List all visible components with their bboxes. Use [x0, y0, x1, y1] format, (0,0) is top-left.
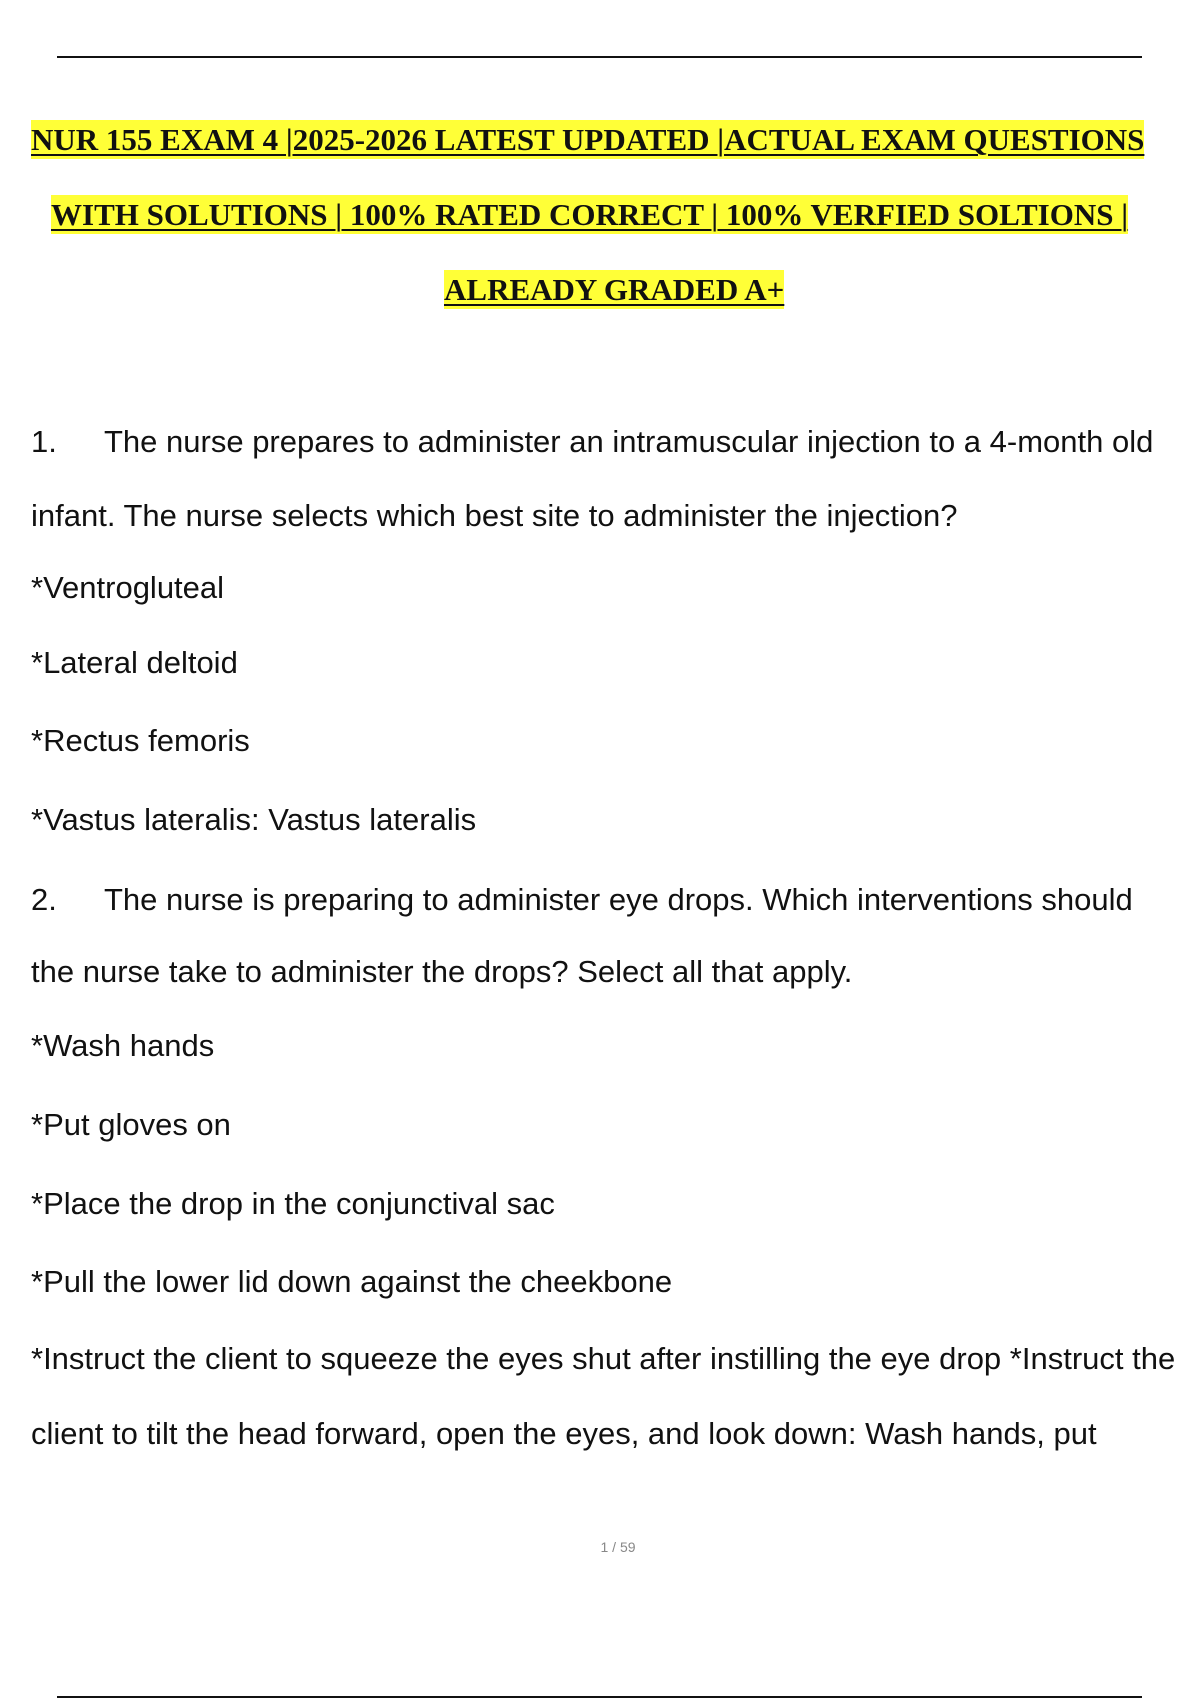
top-rule	[57, 56, 1142, 58]
document-title-line-3	[444, 274, 784, 305]
answer-option: *Vastus lateralis: Vastus lateralis	[31, 802, 477, 837]
answer-option: *Ventrogluteal	[31, 570, 225, 605]
question-1-stem-line-1	[31, 426, 1153, 457]
answer-option: *Instruct the client to squeeze the eyes shut after instilling the eye drop *Instruct the	[31, 1341, 1176, 1376]
bottom-rule	[57, 1696, 1142, 1698]
page-indicator: 1 / 59	[600, 1539, 636, 1555]
answer-option: *Place the drop in the conjunctival sac	[31, 1186, 555, 1221]
answer-option: *Pull the lower lid down against the cheekbone	[31, 1264, 673, 1299]
title-highlight: NUR 155 EXAM 4 |2025-2026 LATEST UPDATED |ACTUAL EXAM QUESTIONS	[31, 122, 1145, 157]
answer-option: *Rectus femoris	[31, 723, 250, 758]
answer-option-continuation: client to tilt the head forward, open the eyes, and look down: Wash hands, put	[31, 1416, 1097, 1451]
title-highlight: ALREADY GRADED A+	[444, 272, 785, 307]
answer-option: *Put gloves on	[31, 1107, 231, 1142]
question-2-stem-line-2: the nurse take to administer the drops? Select all that apply.	[31, 954, 853, 989]
question-1-stem-line-2: infant. The nurse selects which best site to administer the injection?	[31, 498, 958, 533]
question-text: The nurse prepares to administer an intramuscular injection to a 4-month old	[104, 424, 1154, 459]
title-highlight: WITH SOLUTIONS | 100% RATED CORRECT | 100% VERFIED SOLTIONS |	[51, 197, 1129, 232]
question-2-stem-line-1	[31, 884, 1133, 915]
answer-option: *Wash hands	[31, 1028, 215, 1063]
document-title-line-2	[51, 199, 1128, 230]
answer-option: *Lateral deltoid	[31, 645, 238, 680]
document-title-line-1	[31, 124, 1144, 155]
question-text: The nurse is preparing to administer eye drops. Which interventions should	[104, 882, 1133, 917]
question-number: 2.	[31, 882, 57, 917]
question-number: 1.	[31, 424, 57, 459]
